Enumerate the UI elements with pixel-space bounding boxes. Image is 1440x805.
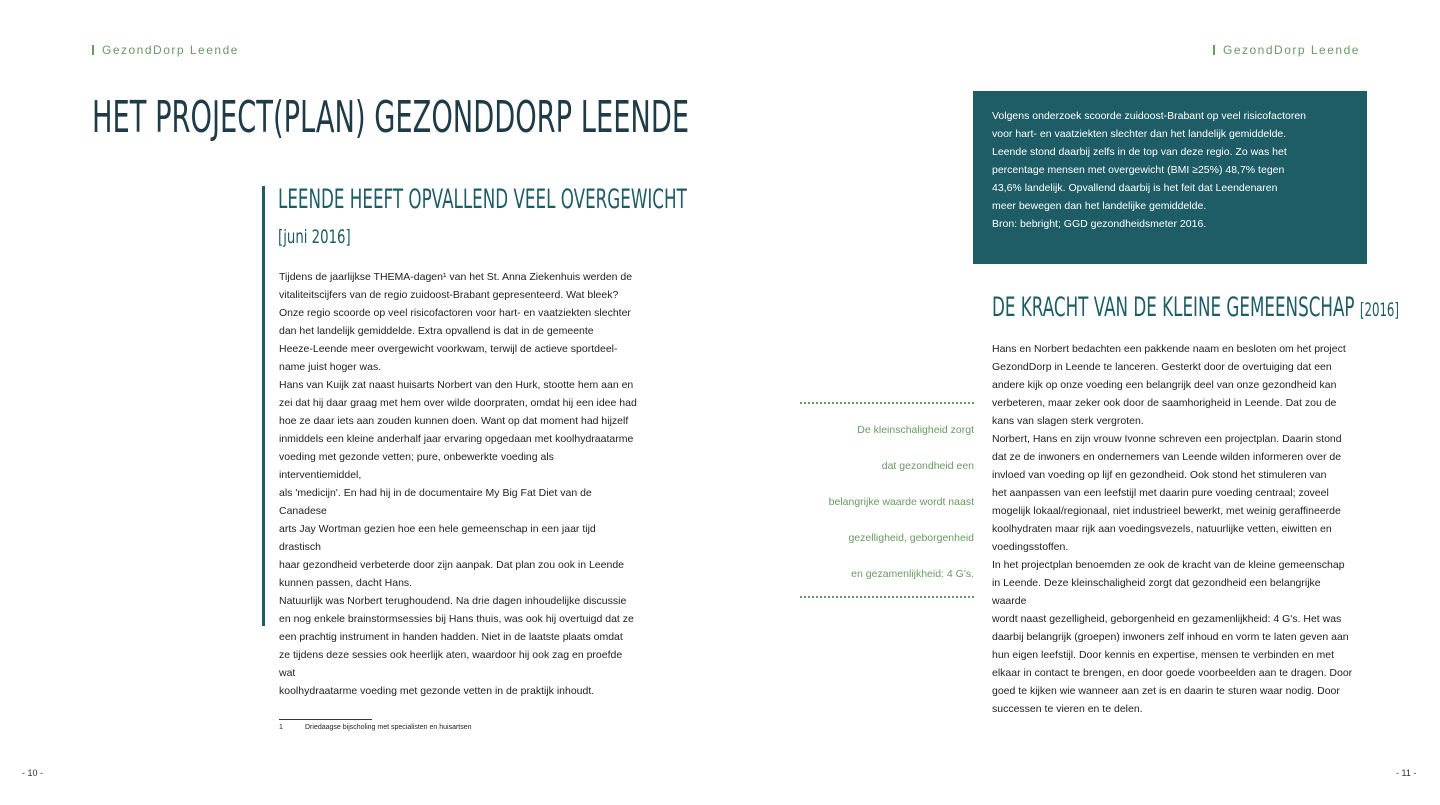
body-line: als 'medicijn'. En had hij in de documentaire My Big Fat Diet van de Canadese: [279, 487, 592, 517]
body-line: hoe ze daar iets aan zouden kunnen doen. Want op dat moment had hijzelf: [279, 415, 629, 427]
body-line: koolhydraatarme voeding met gezonde vetten in de praktijk inhoudt.: [279, 685, 595, 697]
body-line: zei dat hij daar graag met hem over wilde doorpraten, omdat hij een idee had: [279, 397, 637, 409]
header-label: GezondDorp Leende: [1223, 43, 1360, 57]
info-line: Volgens onderzoek scoorde zuidoost-Brabant op veel risicofactoren: [992, 110, 1307, 122]
body-line: kans van slagen sterk vergroten.: [992, 415, 1144, 427]
body-line: voeding met gezonde vetten; pure, onbewerkte voeding als interventiemiddel,: [279, 451, 554, 481]
body-line: dat ze de inwoners en ondernemers van Leende wilden informeren over de: [992, 451, 1342, 463]
dotted-divider-bottom: [800, 596, 974, 598]
body-line: hun eigen leefstijl. Door kennis en expertise, mensen te verbinden en met: [992, 649, 1335, 661]
quote-line: en gezamenlijkheid: 4 G's.: [851, 568, 974, 580]
info-line: 43,6% landelijk. Opvallend daarbij is het feit dat Leendenaren: [992, 182, 1278, 194]
body-line: het aanpassen van een leefstijl met daarin pure voeding centraal; zoveel: [992, 487, 1329, 499]
footnote: [279, 724, 472, 731]
body-line: in Leende. Deze kleinschaligheid zorgt dat gezondheid een belangrijke waarde: [992, 577, 1321, 607]
body-line: Hans en Norbert bedachten een pakkende naam en besloten om het project: [992, 343, 1346, 355]
body-line: GezondDorp in Leende te lanceren. Gesterkt door de overtuiging dat een: [992, 361, 1332, 373]
info-line: meer bewegen dan het landelijke gemiddelde.: [992, 200, 1207, 212]
footnote-text: Driedaagse bijscholing met specialisten en huisartsen: [305, 724, 472, 731]
body-line: In het projectplan benoemden ze ook de kracht van de kleine gemeenschap: [992, 559, 1345, 571]
footnote-rule: [279, 719, 372, 720]
body-line: arts Jay Wortman gezien hoe een hele gemeenschap in een jaar tijd drastisch: [279, 523, 596, 553]
info-line: Bron: bebright; GGD gezondheidsmeter 2016.: [992, 218, 1207, 230]
body-line: vitaliteitscijfers van de regio zuidoost-Brabant gepresenteerd. Wat bleek?: [279, 289, 619, 301]
body-line: voedingsstoffen.: [992, 541, 1069, 553]
body-line: een prachtig instrument in handen hadden. Niet in de laatste plaats omdat: [279, 631, 623, 643]
body-line: Natuurlijk was Norbert terughoudend. Na drie dagen inhoudelijke discussie: [279, 595, 627, 607]
running-header-left: [92, 43, 239, 57]
info-line: percentage mensen met overgewicht (BMI ≥25%) 48,7% tegen: [992, 164, 1285, 176]
header-label: GezondDorp Leende: [102, 43, 239, 57]
pull-quote-text: [800, 404, 974, 596]
body-line: koolhydraten maar rijk aan voedingsvezels, natuurlijke vetten, eiwitten en: [992, 523, 1332, 535]
body-line: goed te kijken wie wanneer aan zet is en daarin te sturen waar nodig. Door: [992, 685, 1340, 697]
body-line: daarbij belangrijk (groepen) inwoners zelf inhoud en vorm te laten geven aan: [992, 631, 1349, 643]
info-box-text: [973, 91, 1367, 233]
body-line: successen te vieren en te delen.: [992, 703, 1143, 715]
page-title: HET PROJECT(PLAN) GEZONDDORP LEENDE: [92, 92, 690, 143]
info-box: [973, 91, 1367, 264]
body-line: name juist hoger was.: [279, 361, 382, 373]
section-date: [juni 2016]: [278, 226, 351, 248]
section-year: [2016]: [1359, 299, 1400, 321]
body-line: Norbert, Hans en zijn vrouw Ivonne schreven een projectplan. Daarin stond: [992, 433, 1342, 445]
body-line: ze tijdens deze sessies ook heerlijk aten, waardoor hij ook zag en proefde wat: [279, 649, 623, 679]
body-line: en nog enkele brainstormsessies bij Hans thuis, was ook hij overtuigd dat ze: [279, 613, 634, 625]
body-line: Onze regio scoorde op veel risicofactoren voor hart- en vaatziekten slechter: [279, 307, 631, 319]
footnote-number: 1: [279, 724, 283, 731]
section-accent-bar: [262, 186, 265, 626]
body-line: elkaar in contact te brengen, en door goede voorbeelden aan te dragen. Door: [992, 667, 1353, 679]
body-line: Heeze-Leende meer overgewicht voorkwam, terwijl de actieve sportdeel-: [279, 343, 618, 355]
body-line: Tijdens de jaarlijkse THEMA-dagen¹ van het St. Anna Ziekenhuis werden de: [279, 271, 633, 283]
quote-line: dat gezondheid een: [881, 460, 974, 472]
section-title: DE KRACHT VAN DE KLEINE GEMEENSCHAP: [992, 292, 1355, 323]
section-title: LEENDE HEEFT OPVALLEND VEEL OVERGEWICHT: [278, 184, 687, 215]
page-number-right: - 11 -: [1396, 768, 1417, 778]
pull-quote: [800, 402, 974, 598]
body-line: Hans van Kuijk zat naast huisarts Norbert van den Hurk, stootte hem aan en: [279, 379, 634, 391]
body-line: dan het landelijk gemiddelde. Extra opvallend is dat in de gemeente: [279, 325, 594, 337]
body-line: invloed van voeding op lijf en gezondheid. Ook stond het stimuleren van: [992, 469, 1327, 481]
body-line: mogelijk lokaal/regionaal, niet industrieel bewerkt, met weinig geraffineerde: [992, 505, 1341, 517]
header-accent-bar: [1213, 45, 1215, 55]
header-accent-bar: [92, 45, 94, 55]
body-line: kunnen passen, dacht Hans.: [279, 577, 413, 589]
quote-line: gezelligheid, geborgenheid: [848, 532, 974, 544]
section2-title: [992, 292, 1399, 323]
body-line: verbeteren, maar zeker ook door de saamhorigheid in Leende. Dat zou de: [992, 397, 1337, 409]
info-line: voor hart- en vaatziekten slechter dan het landelijk gemiddelde.: [992, 128, 1287, 140]
section2-body: [992, 340, 1354, 718]
quote-line: belangrijke waarde wordt naast: [828, 496, 974, 508]
body-line: wordt naast gezelligheid, geborgenheid en gezamenlijkheid: 4 G's. Het was: [992, 613, 1342, 625]
section1-body: [279, 268, 639, 700]
running-header-right: [1213, 43, 1360, 57]
quote-line: De kleinschaligheid zorgt: [857, 424, 974, 436]
body-line: haar gezondheid verbeterde door zijn aanpak. Dat plan zou ook in Leende: [279, 559, 624, 571]
body-line: inmiddels een kleine anderhalf jaar ervaring opgedaan met koolhydraatarme: [279, 433, 634, 445]
body-line: andere kijk op onze voeding een belangrijk deel van onze gezondheid kan: [992, 379, 1337, 391]
info-line: Leende stond daarbij zelfs in de top van deze regio. Zo was het: [992, 146, 1287, 158]
page-number-left: - 10 -: [22, 768, 44, 778]
